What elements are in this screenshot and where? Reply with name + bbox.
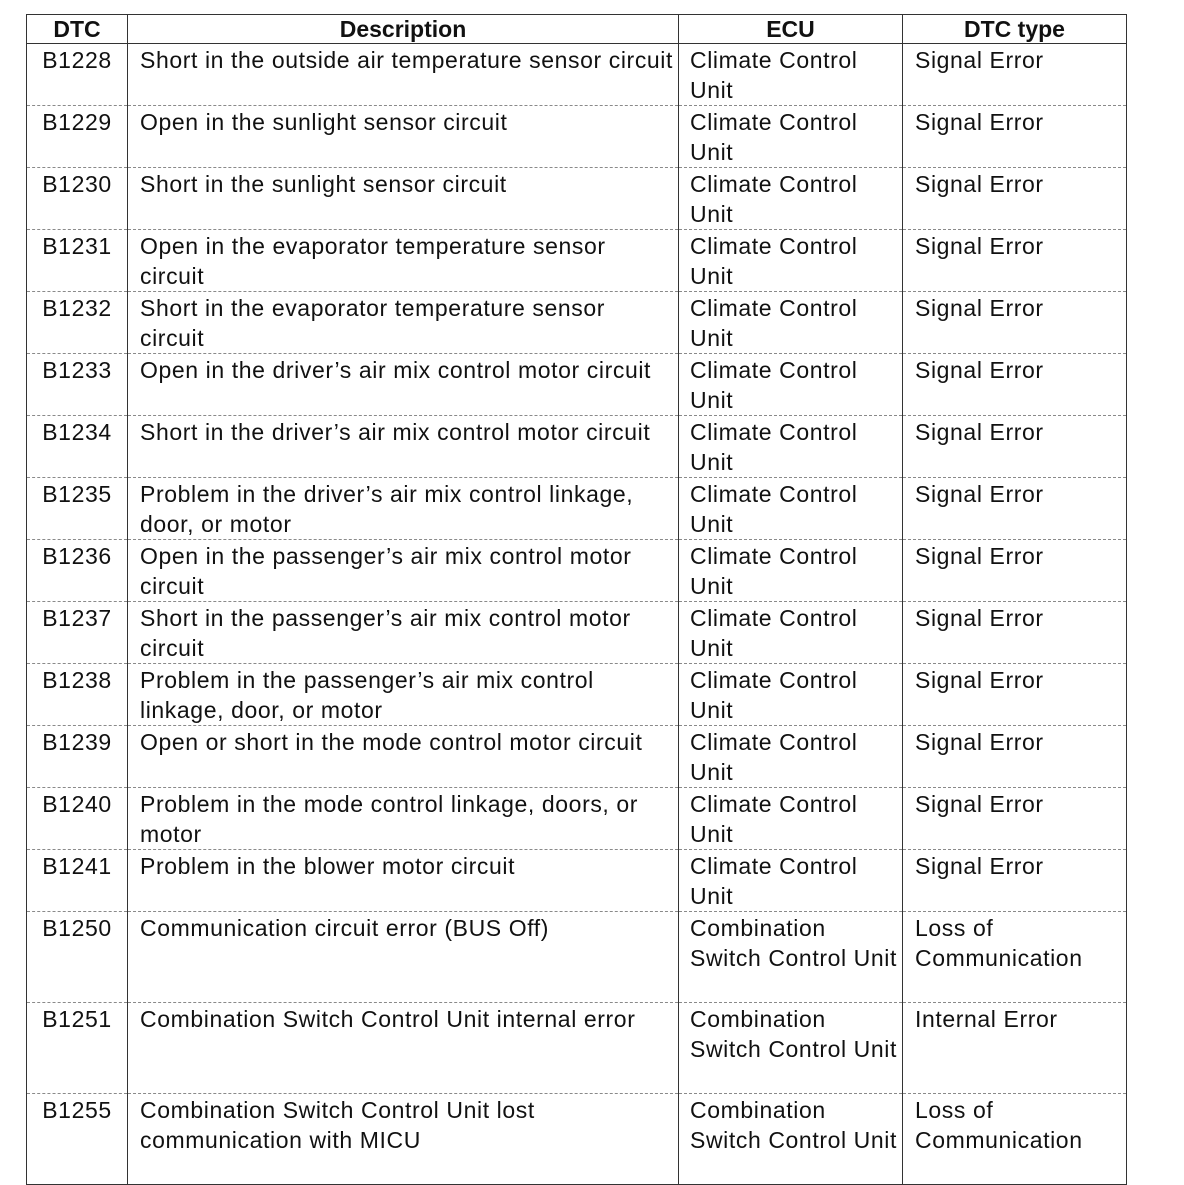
table-row bbox=[27, 540, 1127, 602]
header-ecu: ECU bbox=[679, 15, 903, 44]
dtc-ecu: Climate Control Unit bbox=[679, 726, 903, 788]
dtc-type: Signal Error bbox=[903, 478, 1127, 540]
dtc-type: Loss of Communication bbox=[903, 1094, 1127, 1185]
table-row bbox=[27, 1003, 1127, 1094]
dtc-code: B1235 bbox=[27, 478, 128, 540]
table-row bbox=[27, 106, 1127, 168]
dtc-ecu: Climate Control Unit bbox=[679, 106, 903, 168]
dtc-description: Communication circuit error (BUS Off) bbox=[128, 912, 679, 1003]
table-row bbox=[27, 726, 1127, 788]
dtc-type: Signal Error bbox=[903, 540, 1127, 602]
dtc-ecu: Climate Control Unit bbox=[679, 478, 903, 540]
dtc-code: B1230 bbox=[27, 168, 128, 230]
dtc-type: Signal Error bbox=[903, 292, 1127, 354]
dtc-description: Combination Switch Control Unit lost communication with MICU bbox=[128, 1094, 679, 1185]
dtc-type: Internal Error bbox=[903, 1003, 1127, 1094]
dtc-code: B1239 bbox=[27, 726, 128, 788]
dtc-type: Signal Error bbox=[903, 664, 1127, 726]
dtc-description: Problem in the mode control linkage, doors, or motor bbox=[128, 788, 679, 850]
dtc-type: Signal Error bbox=[903, 230, 1127, 292]
dtc-code: B1236 bbox=[27, 540, 128, 602]
dtc-code: B1241 bbox=[27, 850, 128, 912]
dtc-description: Short in the driver’s air mix control motor circuit bbox=[128, 416, 679, 478]
table-row bbox=[27, 850, 1127, 912]
dtc-ecu: Climate Control Unit bbox=[679, 168, 903, 230]
dtc-ecu: Climate Control Unit bbox=[679, 416, 903, 478]
dtc-code: B1240 bbox=[27, 788, 128, 850]
dtc-type: Loss of Communication bbox=[903, 912, 1127, 1003]
table-row bbox=[27, 788, 1127, 850]
table-row bbox=[27, 230, 1127, 292]
dtc-description: Open or short in the mode control motor circuit bbox=[128, 726, 679, 788]
table-row bbox=[27, 292, 1127, 354]
table-row bbox=[27, 478, 1127, 540]
dtc-table bbox=[26, 14, 1127, 1185]
dtc-ecu: Climate Control Unit bbox=[679, 788, 903, 850]
dtc-code: B1238 bbox=[27, 664, 128, 726]
dtc-description: Short in the sunlight sensor circuit bbox=[128, 168, 679, 230]
dtc-description: Problem in the blower motor circuit bbox=[128, 850, 679, 912]
dtc-code: B1255 bbox=[27, 1094, 128, 1185]
dtc-code: B1229 bbox=[27, 106, 128, 168]
dtc-type: Signal Error bbox=[903, 602, 1127, 664]
dtc-description: Open in the passenger’s air mix control motor circuit bbox=[128, 540, 679, 602]
table-row bbox=[27, 1094, 1127, 1185]
dtc-code: B1232 bbox=[27, 292, 128, 354]
dtc-description: Open in the sunlight sensor circuit bbox=[128, 106, 679, 168]
dtc-ecu: Climate Control Unit bbox=[679, 230, 903, 292]
dtc-type: Signal Error bbox=[903, 168, 1127, 230]
table-row bbox=[27, 44, 1127, 106]
dtc-description: Problem in the driver’s air mix control linkage, door, or motor bbox=[128, 478, 679, 540]
table-row bbox=[27, 354, 1127, 416]
dtc-type: Signal Error bbox=[903, 354, 1127, 416]
table-row bbox=[27, 602, 1127, 664]
table-row bbox=[27, 664, 1127, 726]
dtc-ecu: Combination Switch Control Unit bbox=[679, 1003, 903, 1094]
table-row bbox=[27, 416, 1127, 478]
table-row bbox=[27, 168, 1127, 230]
header-row bbox=[27, 15, 1127, 44]
dtc-description: Short in the evaporator temperature sensor circuit bbox=[128, 292, 679, 354]
dtc-ecu: Climate Control Unit bbox=[679, 664, 903, 726]
dtc-code: B1250 bbox=[27, 912, 128, 1003]
dtc-description: Combination Switch Control Unit internal error bbox=[128, 1003, 679, 1094]
dtc-code: B1231 bbox=[27, 230, 128, 292]
dtc-ecu: Climate Control Unit bbox=[679, 354, 903, 416]
header-description: Description bbox=[128, 15, 679, 44]
dtc-type: Signal Error bbox=[903, 788, 1127, 850]
dtc-description: Open in the driver’s air mix control motor circuit bbox=[128, 354, 679, 416]
dtc-type: Signal Error bbox=[903, 106, 1127, 168]
header-dtc-type: DTC type bbox=[903, 15, 1127, 44]
table-row bbox=[27, 912, 1127, 1003]
dtc-type: Signal Error bbox=[903, 726, 1127, 788]
dtc-description: Short in the passenger’s air mix control motor circuit bbox=[128, 602, 679, 664]
dtc-description: Problem in the passenger’s air mix control linkage, door, or motor bbox=[128, 664, 679, 726]
dtc-description: Short in the outside air temperature sensor circuit bbox=[128, 44, 679, 106]
dtc-code: B1251 bbox=[27, 1003, 128, 1094]
dtc-ecu: Combination Switch Control Unit bbox=[679, 912, 903, 1003]
dtc-ecu: Climate Control Unit bbox=[679, 292, 903, 354]
dtc-code: B1237 bbox=[27, 602, 128, 664]
dtc-code: B1233 bbox=[27, 354, 128, 416]
dtc-code: B1228 bbox=[27, 44, 128, 106]
dtc-ecu: Climate Control Unit bbox=[679, 540, 903, 602]
header-dtc: DTC bbox=[27, 15, 128, 44]
dtc-type: Signal Error bbox=[903, 44, 1127, 106]
dtc-ecu: Climate Control Unit bbox=[679, 44, 903, 106]
dtc-ecu: Combination Switch Control Unit bbox=[679, 1094, 903, 1185]
dtc-description: Open in the evaporator temperature sensor circuit bbox=[128, 230, 679, 292]
dtc-type: Signal Error bbox=[903, 850, 1127, 912]
dtc-ecu: Climate Control Unit bbox=[679, 602, 903, 664]
dtc-code: B1234 bbox=[27, 416, 128, 478]
dtc-ecu: Climate Control Unit bbox=[679, 850, 903, 912]
dtc-type: Signal Error bbox=[903, 416, 1127, 478]
